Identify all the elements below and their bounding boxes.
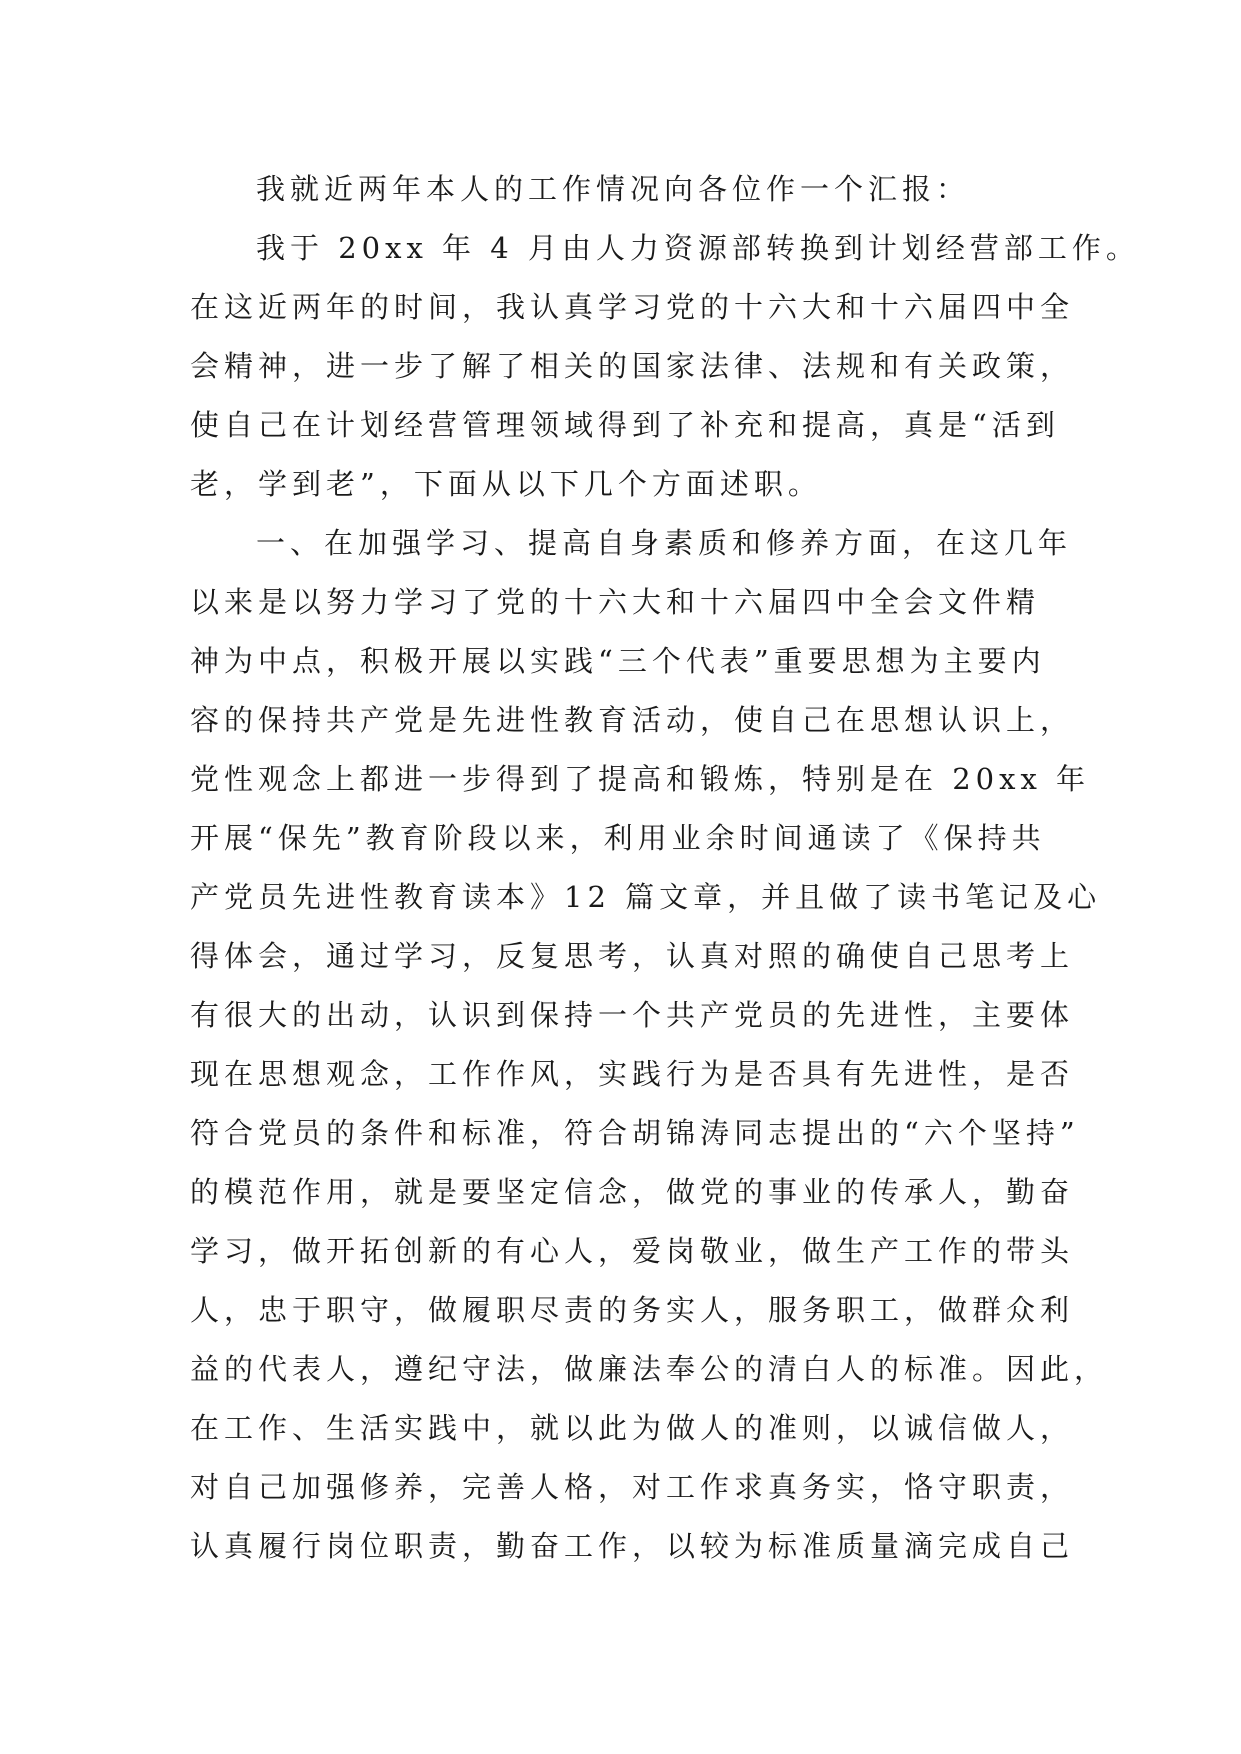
paragraph-3-line-5: 党性观念上都进一步得到了提高和锻炼，特别是在 20xx 年	[190, 762, 1091, 796]
paragraph-2-line-3: 会精神，进一步了解了相关的国家法律、法规和有关政策，	[190, 349, 1075, 383]
paragraph-3-line-8: 得体会，通过学习，反复思考，认真对照的确使自己思考上	[190, 939, 1075, 973]
paragraph-3-line-11: 符合党员的条件和标准，符合胡锦涛同志提出的“六个坚持”	[190, 1116, 1080, 1150]
paragraph-2-line-2: 在这近两年的时间，我认真学习党的十六大和十六届四中全	[190, 290, 1075, 324]
paragraph-3-line-4: 容的保持共产党是先进性教育活动，使自己在思想认识上，	[190, 703, 1075, 737]
paragraph-3-line-10: 现在思想观念，工作作风，实践行为是否具有先进性，是否	[190, 1057, 1075, 1091]
paragraph-3-line-14: 人，忠于职守，做履职尽责的务实人，服务职工，做群众利	[190, 1293, 1075, 1327]
paragraph-3-line-15: 益的代表人，遵纪守法，做廉法奉公的清白人的标准。因此，	[190, 1352, 1109, 1386]
paragraph-2-line-1: 我于 20xx 年 4 月由人力资源部转换到计划经营部工作。	[256, 231, 1140, 265]
paragraph-3-line-17: 对自己加强修养，完善人格，对工作求真务实，恪守职责，	[190, 1470, 1075, 1504]
paragraph-3-line-13: 学习，做开拓创新的有心人，爱岗敬业，做生产工作的带头	[190, 1234, 1075, 1268]
paragraph-3-line-3: 神为中点，积极开展以实践“三个代表”重要思想为主要内	[190, 644, 1046, 678]
paragraph-2-line-5: 老，学到老”，下面从以下几个方面述职。	[190, 467, 822, 501]
paragraph-3-line-2: 以来是以努力学习了党的十六大和十六届四中全会文件精	[190, 585, 1041, 619]
paragraph-3-line-9: 有很大的出动，认识到保持一个共产党员的先进性，主要体	[190, 998, 1075, 1032]
paragraph-1-line-1: 我就近两年本人的工作情况向各位作一个汇报：	[256, 172, 971, 206]
paragraph-3-line-18: 认真履行岗位职责，勤奋工作，以较为标准质量滴完成自己	[190, 1529, 1075, 1563]
paragraph-3-line-16: 在工作、生活实践中，就以此为做人的准则，以诚信做人，	[190, 1411, 1075, 1445]
paragraph-2-line-4: 使自己在计划经营管理领域得到了补充和提高，真是“活到	[190, 408, 1060, 442]
paragraph-3-line-6: 开展“保先”教育阶段以来，利用业余时间通读了《保持共	[190, 821, 1046, 855]
paragraph-3-line-7: 产党员先进性教育读本》12 篇文章，并且做了读书笔记及心	[190, 880, 1102, 914]
document-body	[190, 160, 1140, 1576]
paragraph-3-line-12: 的模范作用，就是要坚定信念，做党的事业的传承人，勤奋	[190, 1175, 1075, 1209]
paragraph-3-line-1: 一、在加强学习、提高自身素质和修养方面，在这几年	[256, 526, 1073, 560]
